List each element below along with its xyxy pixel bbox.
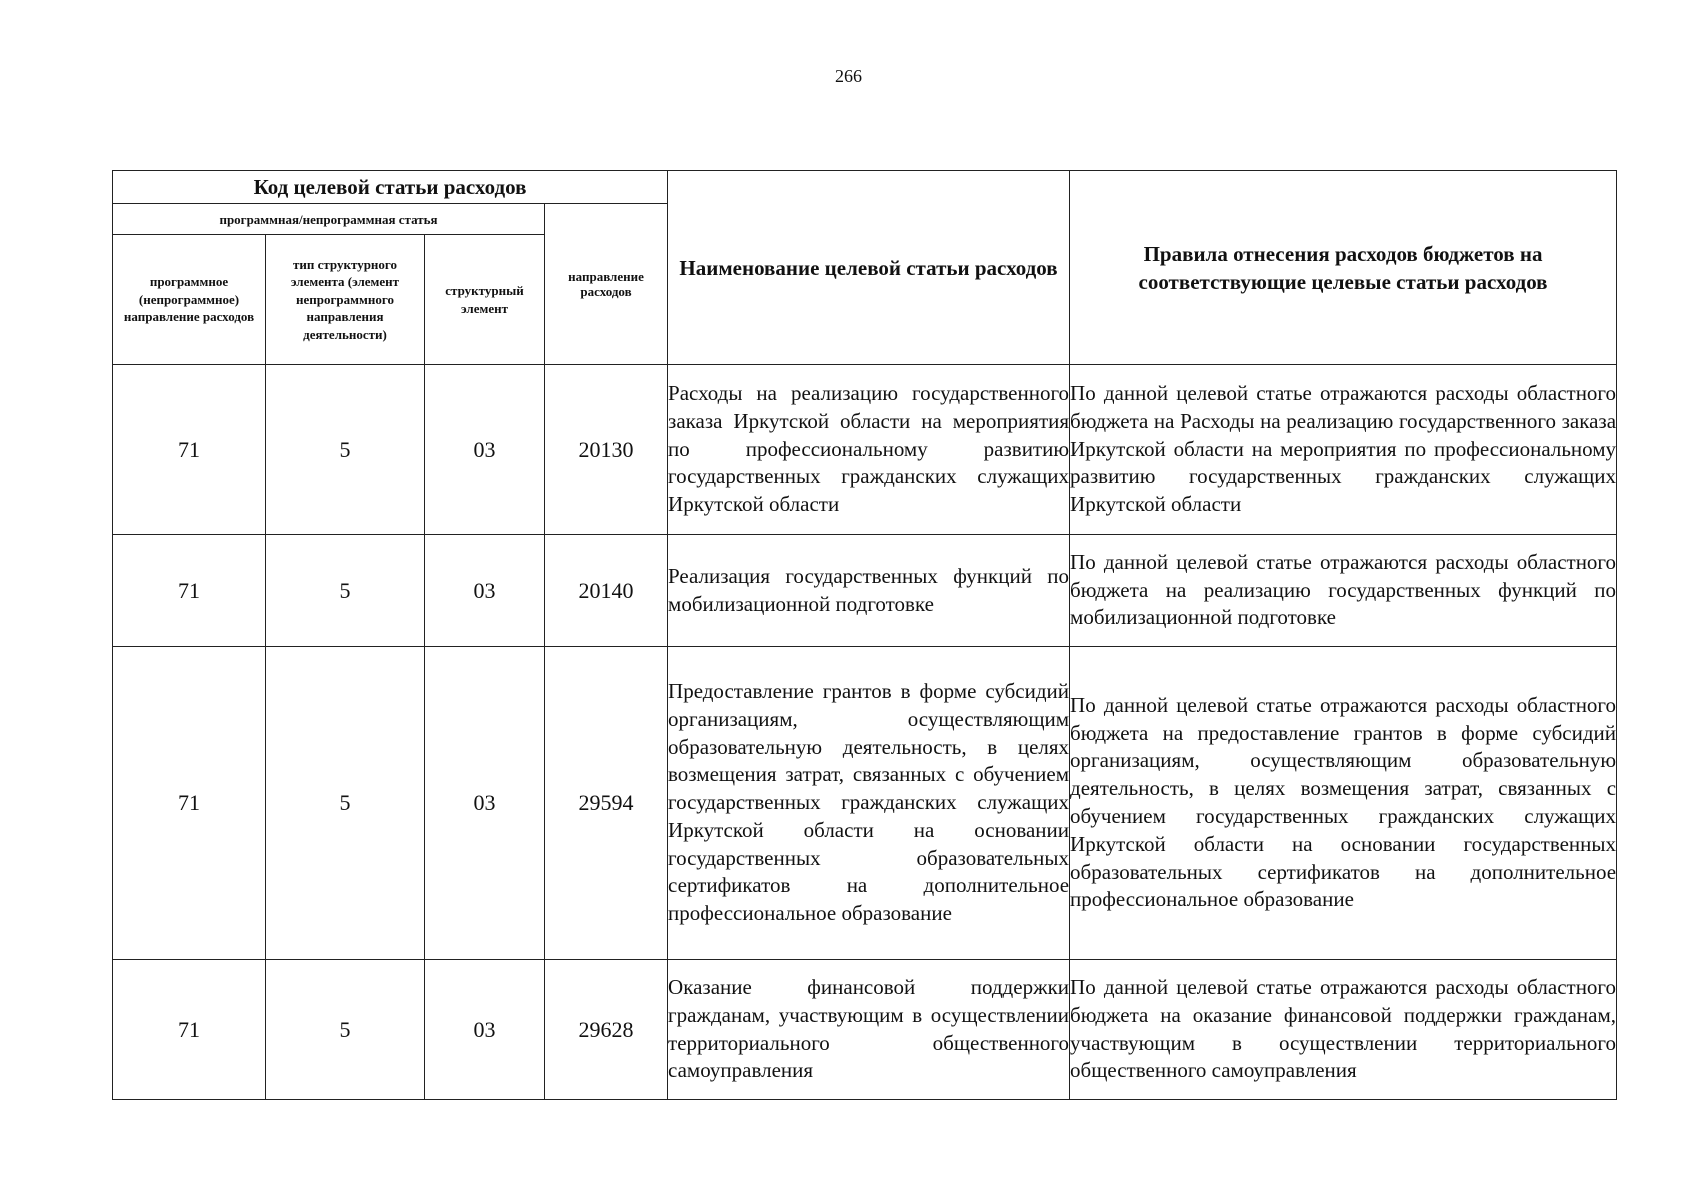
article-rule: По данной целевой статье отражаются расходы областного бюджета на Расходы на реализацию государственного заказа Иркутской области на мероприятия по профессиональному развитию государственных гражданских служащих Иркутской области <box>1070 365 1617 535</box>
table-row <box>113 647 1617 960</box>
direction-header: направление расходов <box>545 204 668 365</box>
type-code: 5 <box>266 647 425 960</box>
direction-code: 20130 <box>545 365 668 535</box>
structural-element-header: структурный элемент <box>425 235 545 365</box>
article-name: Оказание финансовой поддержки гражданам, участвующим в осуществлении территориального общественного самоуправления <box>668 960 1070 1100</box>
article-rule: По данной целевой статье отражаются расходы областного бюджета на оказание финансовой поддержки гражданам, участвующим в осуществлении территориального общественного самоуправления <box>1070 960 1617 1100</box>
type-code: 5 <box>266 365 425 535</box>
program-code: 71 <box>113 960 266 1100</box>
element-code: 03 <box>425 647 545 960</box>
type-code: 5 <box>266 535 425 647</box>
article-name: Реализация государственных функций по мобилизационной подготовке <box>668 535 1070 647</box>
element-code: 03 <box>425 535 545 647</box>
table-row <box>113 960 1617 1100</box>
budget-classification-table <box>112 170 1617 1100</box>
article-rule: По данной целевой статье отражаются расходы областного бюджета на предоставление грантов в форме субсидий организациям, осуществляющим образовательную деятельность, в целях возмещения затрат, связанных с обучением государственных гражданских служащих Иркутской области на основании государственных образовательных сертификатов на дополнительное профессиональное образование <box>1070 647 1617 960</box>
program-direction-header: программное (непрограммное) направление расходов <box>113 235 266 365</box>
program-article-header: программная/непрограммная статья <box>113 204 545 235</box>
direction-code: 20140 <box>545 535 668 647</box>
direction-code: 29594 <box>545 647 668 960</box>
program-code: 71 <box>113 535 266 647</box>
page-number: 266 <box>835 66 862 86</box>
type-code: 5 <box>266 960 425 1100</box>
element-code: 03 <box>425 365 545 535</box>
article-name: Расходы на реализацию государственного заказа Иркутской области на мероприятия по профессиональному развитию государственных гражданских служащих Иркутской области <box>668 365 1070 535</box>
article-name: Предоставление грантов в форме субсидий организациям, осуществляющим образовательную деятельность, в целях возмещения затрат, связанных с обучением государственных гражданских служащих Иркутской области на основании государственных образовательных сертификатов на дополнительное профессиональное образование <box>668 647 1070 960</box>
table-row <box>113 535 1617 647</box>
element-type-header: тип структурного элемента (элемент непрограммного направления деятельности) <box>266 235 425 365</box>
program-code: 71 <box>113 365 266 535</box>
name-header: Наименование целевой статьи расходов <box>668 171 1070 365</box>
code-header: Код целевой статьи расходов <box>113 171 668 204</box>
direction-code: 29628 <box>545 960 668 1100</box>
article-rule: По данной целевой статье отражаются расходы областного бюджета на реализацию государственных функций по мобилизационной подготовке <box>1070 535 1617 647</box>
table-row <box>113 365 1617 535</box>
element-code: 03 <box>425 960 545 1100</box>
rules-header: Правила отнесения расходов бюджетов на соответствующие целевые статьи расходов <box>1070 171 1617 365</box>
program-code: 71 <box>113 647 266 960</box>
